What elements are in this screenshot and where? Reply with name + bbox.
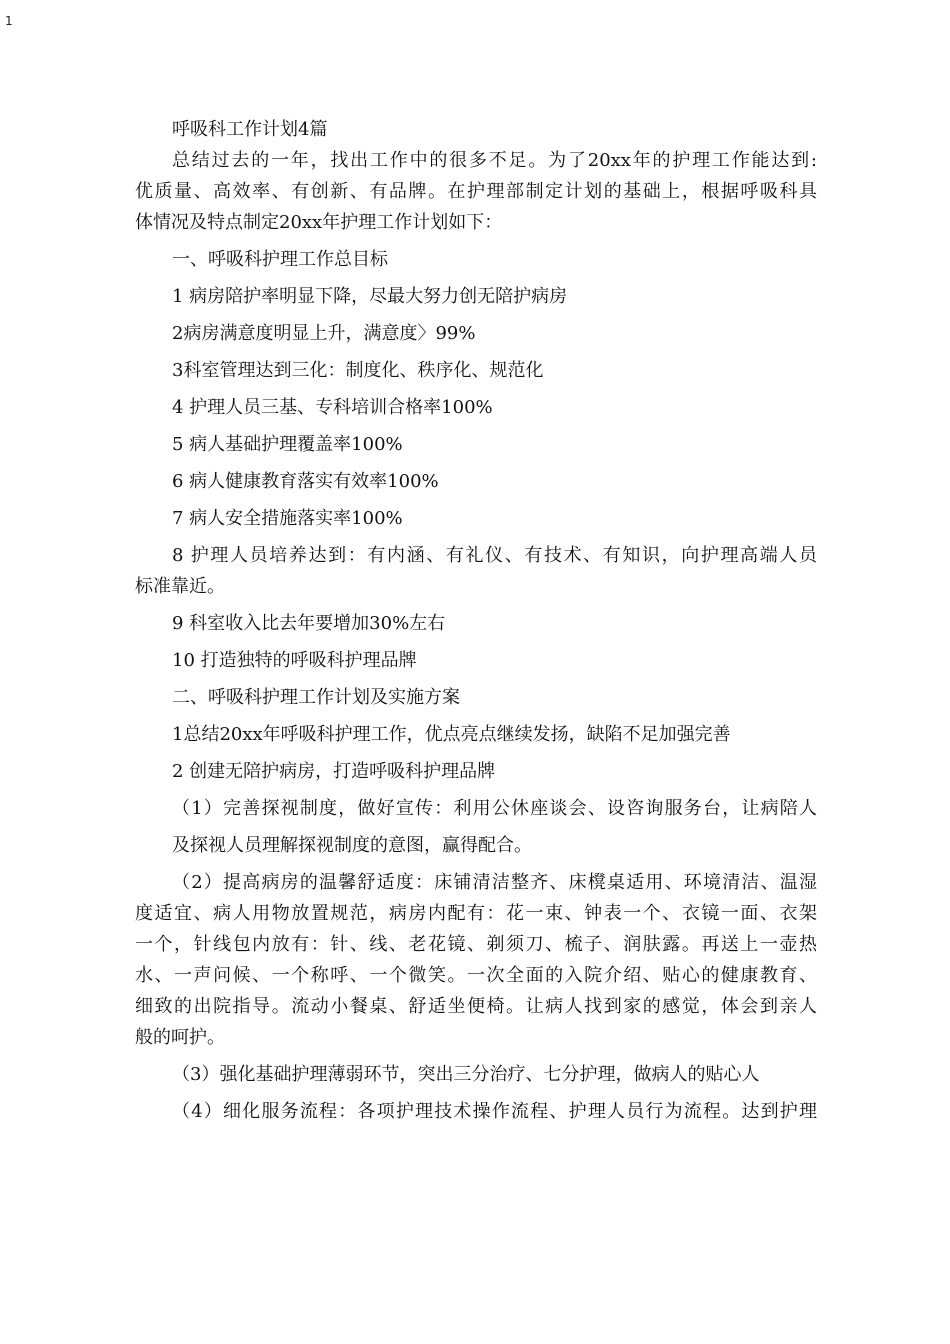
paragraph-line: （3）强化基础护理薄弱环节，突出三分治疗、七分护理，做病人的贴心人 bbox=[172, 1064, 760, 1085]
list-item: 4 护理人员三基、专科培训合格率100% bbox=[172, 397, 493, 418]
list-item: 8 护理人员培养达到：有内涵、有礼仪、有技术、有知识，向护理高端人员 bbox=[172, 545, 817, 566]
paragraph-line: 一个，针线包内放有：针、线、老花镜、剃须刀、梳子、润肤露。再送上一壶热 bbox=[135, 934, 817, 955]
document-body bbox=[135, 114, 817, 1127]
paragraph-line: （2）提高病房的温馨舒适度：床铺清洁整齐、床櫈桌适用、环境清洁、温湿 bbox=[172, 872, 817, 893]
paragraph-line: 度适宜、病人用物放置规范，病房内配有：花一束、钟表一个、衣镜一面、衣架 bbox=[135, 903, 817, 924]
paragraph-line: 及探视人员理解探视制度的意图，赢得配合。 bbox=[172, 835, 532, 856]
list-item: 2病房满意度明显上升，满意度〉99% bbox=[172, 323, 476, 344]
list-item: 10 打造独特的呼吸科护理品牌 bbox=[172, 650, 417, 671]
paragraph-line: （1）完善探视制度，做好宣传：利用公休座谈会、设咨询服务台，让病陪人 bbox=[172, 798, 817, 819]
section-heading: 一、呼吸科护理工作总目标 bbox=[172, 249, 388, 270]
list-item: 3科室管理达到三化：制度化、秩序化、规范化 bbox=[172, 360, 544, 381]
paragraph-line: 水、一声问候、一个称呼、一个微笑。一次全面的入院介绍、贴心的健康教育、 bbox=[135, 965, 817, 986]
list-item: 1总结20xx年呼吸科护理工作，优点亮点继续发扬，缺陷不足加强完善 bbox=[172, 724, 731, 745]
list-item: 1 病房陪护率明显下降，尽最大努力创无陪护病房 bbox=[172, 286, 568, 307]
paragraph-line: （4）细化服务流程：各项护理技术操作流程、护理人员行为流程。达到护理 bbox=[172, 1101, 817, 1122]
list-item: 7 病人安全措施落实率100% bbox=[172, 508, 403, 529]
paragraph-line: 细致的出院指导。流动小餐桌、舒适坐便椅。让病人找到家的感觉，体会到亲人 bbox=[135, 996, 817, 1017]
paragraph-line: 般的呵护。 bbox=[135, 1027, 225, 1048]
list-item: 6 病人健康教育落实有效率100% bbox=[172, 471, 439, 492]
page-number: 1 bbox=[5, 14, 13, 28]
paragraph-line: 总结过去的一年，找出工作中的很多不足。为了20xx年的护理工作能达到: bbox=[172, 150, 817, 171]
document-title: 呼吸科工作计划4篇 bbox=[172, 119, 328, 140]
list-item-continuation: 标准靠近。 bbox=[135, 576, 225, 597]
paragraph-line: 优质量、高效率、有创新、有品牌。在护理部制定计划的基础上，根据呼吸科具 bbox=[135, 181, 817, 202]
section-heading: 二、呼吸科护理工作计划及实施方案 bbox=[172, 687, 460, 708]
list-item: 5 病人基础护理覆盖率100% bbox=[172, 434, 403, 455]
paragraph-line: 体情况及特点制定20xx年护理工作计划如下： bbox=[135, 212, 503, 233]
list-item: 9 科室收入比去年要增加30%左右 bbox=[172, 613, 446, 634]
list-item: 2 创建无陪护病房，打造呼吸科护理品牌 bbox=[172, 761, 496, 782]
